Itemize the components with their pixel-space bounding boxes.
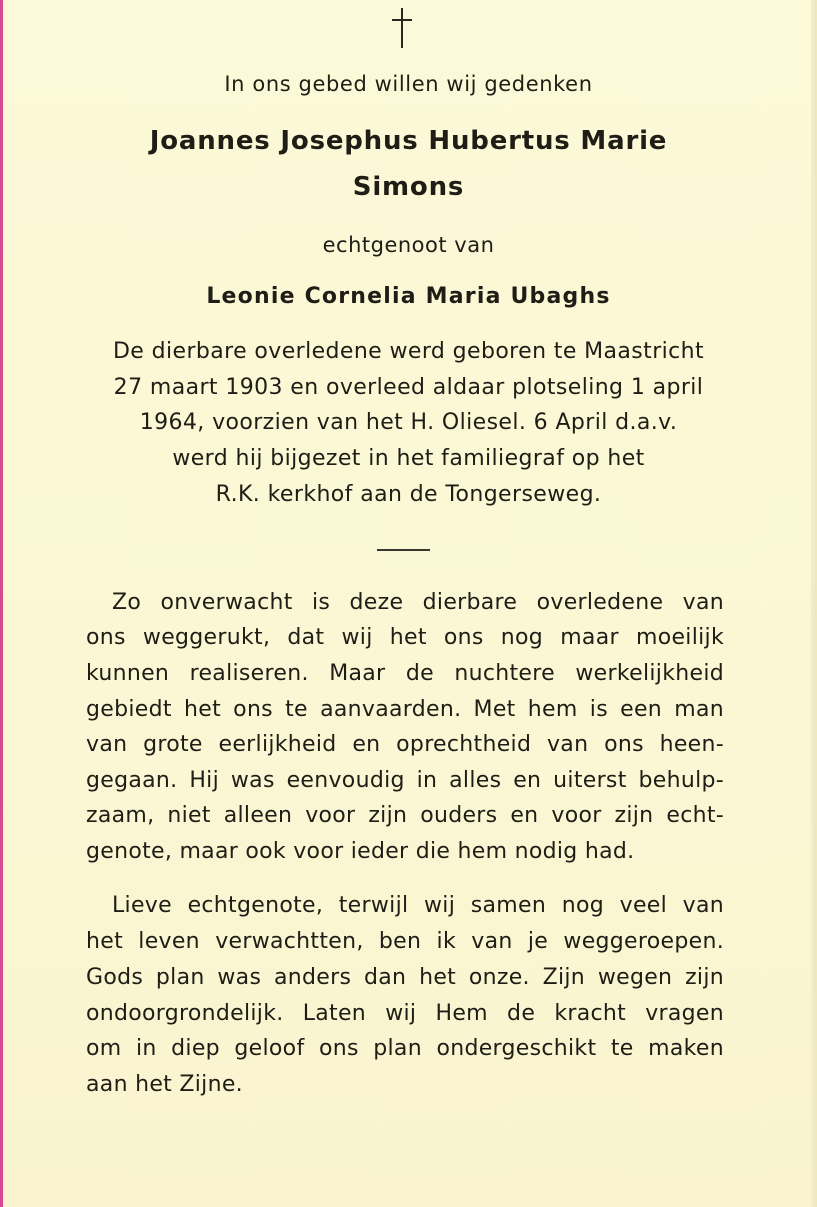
paragraph1-line: gebiedt het ons te aanvaarden. Met hem is een man bbox=[86, 697, 724, 722]
paragraph2-line: Gods plan was anders dan het onze. Zijn wegen zijn bbox=[86, 965, 724, 990]
paragraph1-line: ons weggerukt, dat wij het ons nog maar moeilijk bbox=[86, 625, 724, 650]
paragraph1-line: zaam, niet alleen voor zijn ouders en voor zijn echt- bbox=[86, 803, 724, 828]
paragraph2-line: Lieve echtgenote, terwijl wij samen nog veel van bbox=[112, 893, 724, 918]
paragraph1-line: van grote eerlijkheid en oprechtheid van ons heen- bbox=[86, 732, 724, 757]
paragraph1-line: genote, maar ook voor ieder die hem nodig had. bbox=[86, 839, 635, 864]
paragraph1-line: kunnen realiseren. Maar de nuchtere werkelijkheid bbox=[86, 661, 724, 686]
section-divider bbox=[377, 549, 430, 551]
spouse-name: Leonie Cornelia Maria Ubaghs bbox=[206, 284, 611, 309]
bio-line: werd hij bijgezet in het familiegraf op het bbox=[172, 446, 645, 471]
bio-line: R.K. kerkhof aan de Tongerseweg. bbox=[215, 482, 602, 507]
paragraph2-line: om in diep geloof ons plan ondergeschikt te maken bbox=[86, 1036, 724, 1061]
cross-icon bbox=[388, 6, 416, 48]
deceased-name-line1: Joannes Josephus Hubertus Marie bbox=[149, 126, 668, 156]
bio-line: De dierbare overledene werd geboren te Maastricht bbox=[112, 339, 705, 364]
intro-text: In ons gebed willen wij gedenken bbox=[224, 72, 593, 96]
bio-line: 27 maart 1903 en overleed aldaar plotseling 1 april bbox=[113, 375, 704, 400]
paragraph1-line: gegaan. Hij was eenvoudig in alles en uiterst behulp- bbox=[86, 768, 724, 793]
paragraph2-line: aan het Zijne. bbox=[86, 1072, 243, 1097]
paragraph1-line: Zo onverwacht is deze dierbare overledene van bbox=[112, 590, 724, 615]
paragraph2-line: ondoorgrondelijk. Laten wij Hem de kracht vragen bbox=[86, 1001, 724, 1026]
spouse-label: echtgenoot van bbox=[322, 233, 495, 257]
bio-line: 1964, voorzien van het H. Oliesel. 6 April d.a.v. bbox=[139, 410, 678, 435]
deceased-name-line2: Simons bbox=[352, 172, 465, 202]
paragraph2-line: het leven verwachtten, ben ik van je weggeroepen. bbox=[86, 929, 724, 954]
